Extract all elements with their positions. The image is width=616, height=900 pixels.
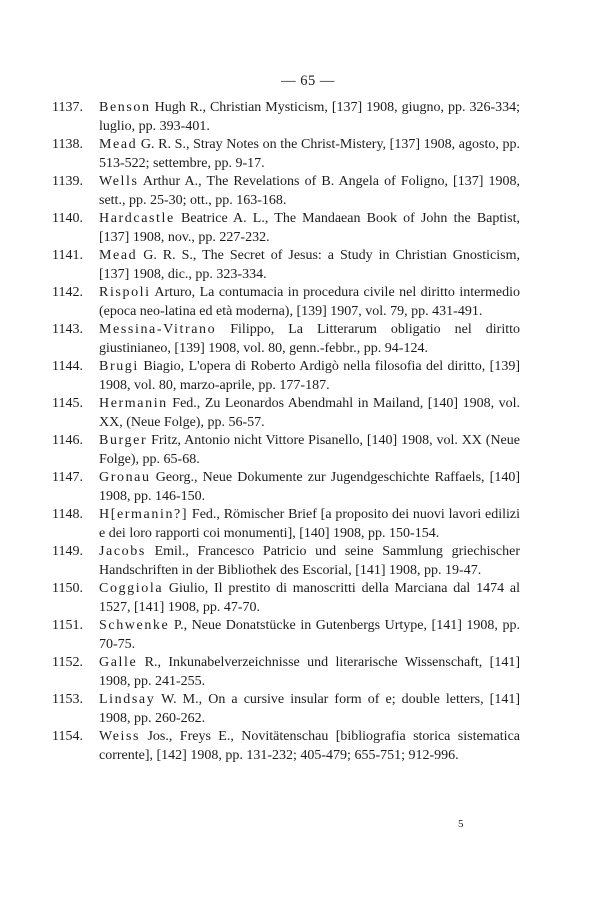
bibliography-entry bbox=[52, 543, 520, 580]
entry-text: Biagio, L'opera di Roberto Ardigò nella filosofia del diritto, [139] 1908, vol. 80, marzo-aprile, pp. 177-187. bbox=[99, 359, 520, 393]
entry-author: H[ermanin?] bbox=[99, 507, 189, 522]
bibliography-entry bbox=[52, 210, 520, 247]
entry-number: 1154. bbox=[52, 729, 83, 744]
bibliography-entry bbox=[52, 617, 520, 654]
signature-mark: 5 bbox=[458, 818, 464, 830]
entry-text: Fritz, Antonio nicht Vittore Pisanello, [140] 1908, vol. XX (Neue Folge), pp. 65-68. bbox=[99, 433, 520, 467]
bibliography-entry bbox=[52, 506, 520, 543]
bibliography-entry bbox=[52, 728, 520, 765]
bibliography-entry bbox=[52, 173, 520, 210]
entry-number: 1148. bbox=[52, 507, 83, 522]
entry-author: Hermanin bbox=[99, 396, 168, 411]
entry-text: Hugh R., Christian Mysticism, [137] 1908, giugno, pp. 326-334; luglio, pp. 393-401. bbox=[99, 100, 520, 134]
entry-number: 1151. bbox=[52, 618, 83, 633]
bibliography-entry bbox=[52, 691, 520, 728]
entry-number: 1143. bbox=[52, 322, 83, 337]
entry-author: Gronau bbox=[99, 470, 151, 485]
entry-number: 1152. bbox=[52, 655, 83, 670]
entry-author: Coggiola bbox=[99, 581, 164, 596]
entry-number: 1142. bbox=[52, 285, 83, 300]
entry-text: P., Neue Donatstücke in Gutenbergs Urtype, [141] 1908, pp. 70-75. bbox=[99, 618, 520, 652]
entry-text: R., Inkunabelverzeichnisse und literarische Wissenschaft, [141] 1908, pp. 241-255. bbox=[99, 655, 520, 689]
entry-text: Arthur A., The Revelations of B. Angela of Foligno, [137] 1908, sett., pp. 25-30; ott., pp. 163-168. bbox=[99, 174, 520, 208]
entry-number: 1141. bbox=[52, 248, 83, 263]
entry-author: Galle bbox=[99, 655, 138, 670]
entry-number: 1139. bbox=[52, 174, 83, 189]
entry-text: Fed., Zu Leonardos Abendmahl in Mailand, [140] 1908, vol. XX, (Neue Folge), pp. 56-57. bbox=[99, 396, 520, 430]
entry-text: Fed., Römischer Brief [a proposito dei nuovi lavori edilizi e dei loro rapporti coi monumenti], [140] 1908, pp. 150-154. bbox=[99, 507, 520, 541]
entry-number: 1138. bbox=[52, 137, 83, 152]
bibliography-entry bbox=[52, 321, 520, 358]
entry-author: Benson bbox=[99, 100, 151, 115]
entry-author: Hardcastle bbox=[99, 211, 175, 226]
bibliography-entry bbox=[52, 136, 520, 173]
entry-author: Schwenke bbox=[99, 618, 170, 633]
entry-text: Giulio, Il prestito di manoscritti della Marciana dal 1474 al 1527, [141] 1908, pp. 47-70. bbox=[99, 581, 520, 615]
bibliography-entry bbox=[52, 284, 520, 321]
entry-number: 1144. bbox=[52, 359, 83, 374]
entry-author: Wells bbox=[99, 174, 139, 189]
entry-number: 1147. bbox=[52, 470, 83, 485]
entry-author: Mead bbox=[99, 137, 138, 152]
entry-author: Jacobs bbox=[99, 544, 146, 559]
bibliography-entry bbox=[52, 395, 520, 432]
entry-author: Burger bbox=[99, 433, 148, 448]
entry-text: Jos., Freys E., Novitätenschau [bibliografia storica sistematica corrente], [142] 1908, pp. 131-232; 405-479; 655-751; 912-996. bbox=[99, 729, 520, 763]
entry-author: Lindsay bbox=[99, 692, 156, 707]
entry-text: Beatrice A. L., The Mandaean Book of John the Baptist, [137] 1908, nov., pp. 227-232. bbox=[99, 211, 520, 245]
bibliography-entry bbox=[52, 469, 520, 506]
entry-author: Mead bbox=[99, 248, 138, 263]
bibliography-entry bbox=[52, 432, 520, 469]
entry-number: 1146. bbox=[52, 433, 83, 448]
entry-text: Georg., Neue Dokumente zur Jugendgeschichte Raffaels, [140] 1908, pp. 146-150. bbox=[99, 470, 520, 504]
bibliography-entry bbox=[52, 654, 520, 691]
entry-author: Messina-Vitrano bbox=[99, 322, 217, 337]
entry-number: 1150. bbox=[52, 581, 83, 596]
entry-text: Arturo, La contumacia in procedura civile nel diritto intermedio (epoca neo-latina ed età moderna), [139] 1907, vol. 79, pp. 431-491. bbox=[99, 285, 520, 319]
entry-author: Brugi bbox=[99, 359, 139, 374]
entry-number: 1153. bbox=[52, 692, 83, 707]
entry-text: Emil., Francesco Patricio und seine Sammlung griechischer Handschriften in der Bibliothek des Escorial, [141] 1908, pp. 19-47. bbox=[99, 544, 520, 578]
entry-text: G. R. S., The Secret of Jesus: a Study in Christian Gnosticism, [137] 1908, dic., pp. 323-334. bbox=[99, 248, 520, 282]
entry-number: 1145. bbox=[52, 396, 83, 411]
entry-text: G. R. S., Stray Notes on the Christ-Mistery, [137] 1908, agosto, pp. 513-522; settembre, pp. 9-17. bbox=[99, 137, 520, 171]
bibliography-entry bbox=[52, 358, 520, 395]
bibliography-entry bbox=[52, 99, 520, 136]
page-number: — 65 — bbox=[281, 73, 335, 89]
entry-number: 1149. bbox=[52, 544, 83, 559]
entry-author: Weiss bbox=[99, 729, 141, 744]
entry-number: 1140. bbox=[52, 211, 83, 226]
bibliography-entry bbox=[52, 247, 520, 284]
entry-number: 1137. bbox=[52, 100, 83, 115]
bibliography-entry bbox=[52, 580, 520, 617]
entry-text: Filippo, La Litterarum obligatio nel diritto giustinianeo, [139] 1908, vol. 80, genn.-febbr., pp. 94-124. bbox=[99, 322, 520, 356]
bibliography-list bbox=[52, 99, 520, 765]
entry-author: Rispoli bbox=[99, 285, 151, 300]
entry-text: W. M., On a cursive insular form of e; double letters, [141] 1908, pp. 260-262. bbox=[99, 692, 520, 726]
